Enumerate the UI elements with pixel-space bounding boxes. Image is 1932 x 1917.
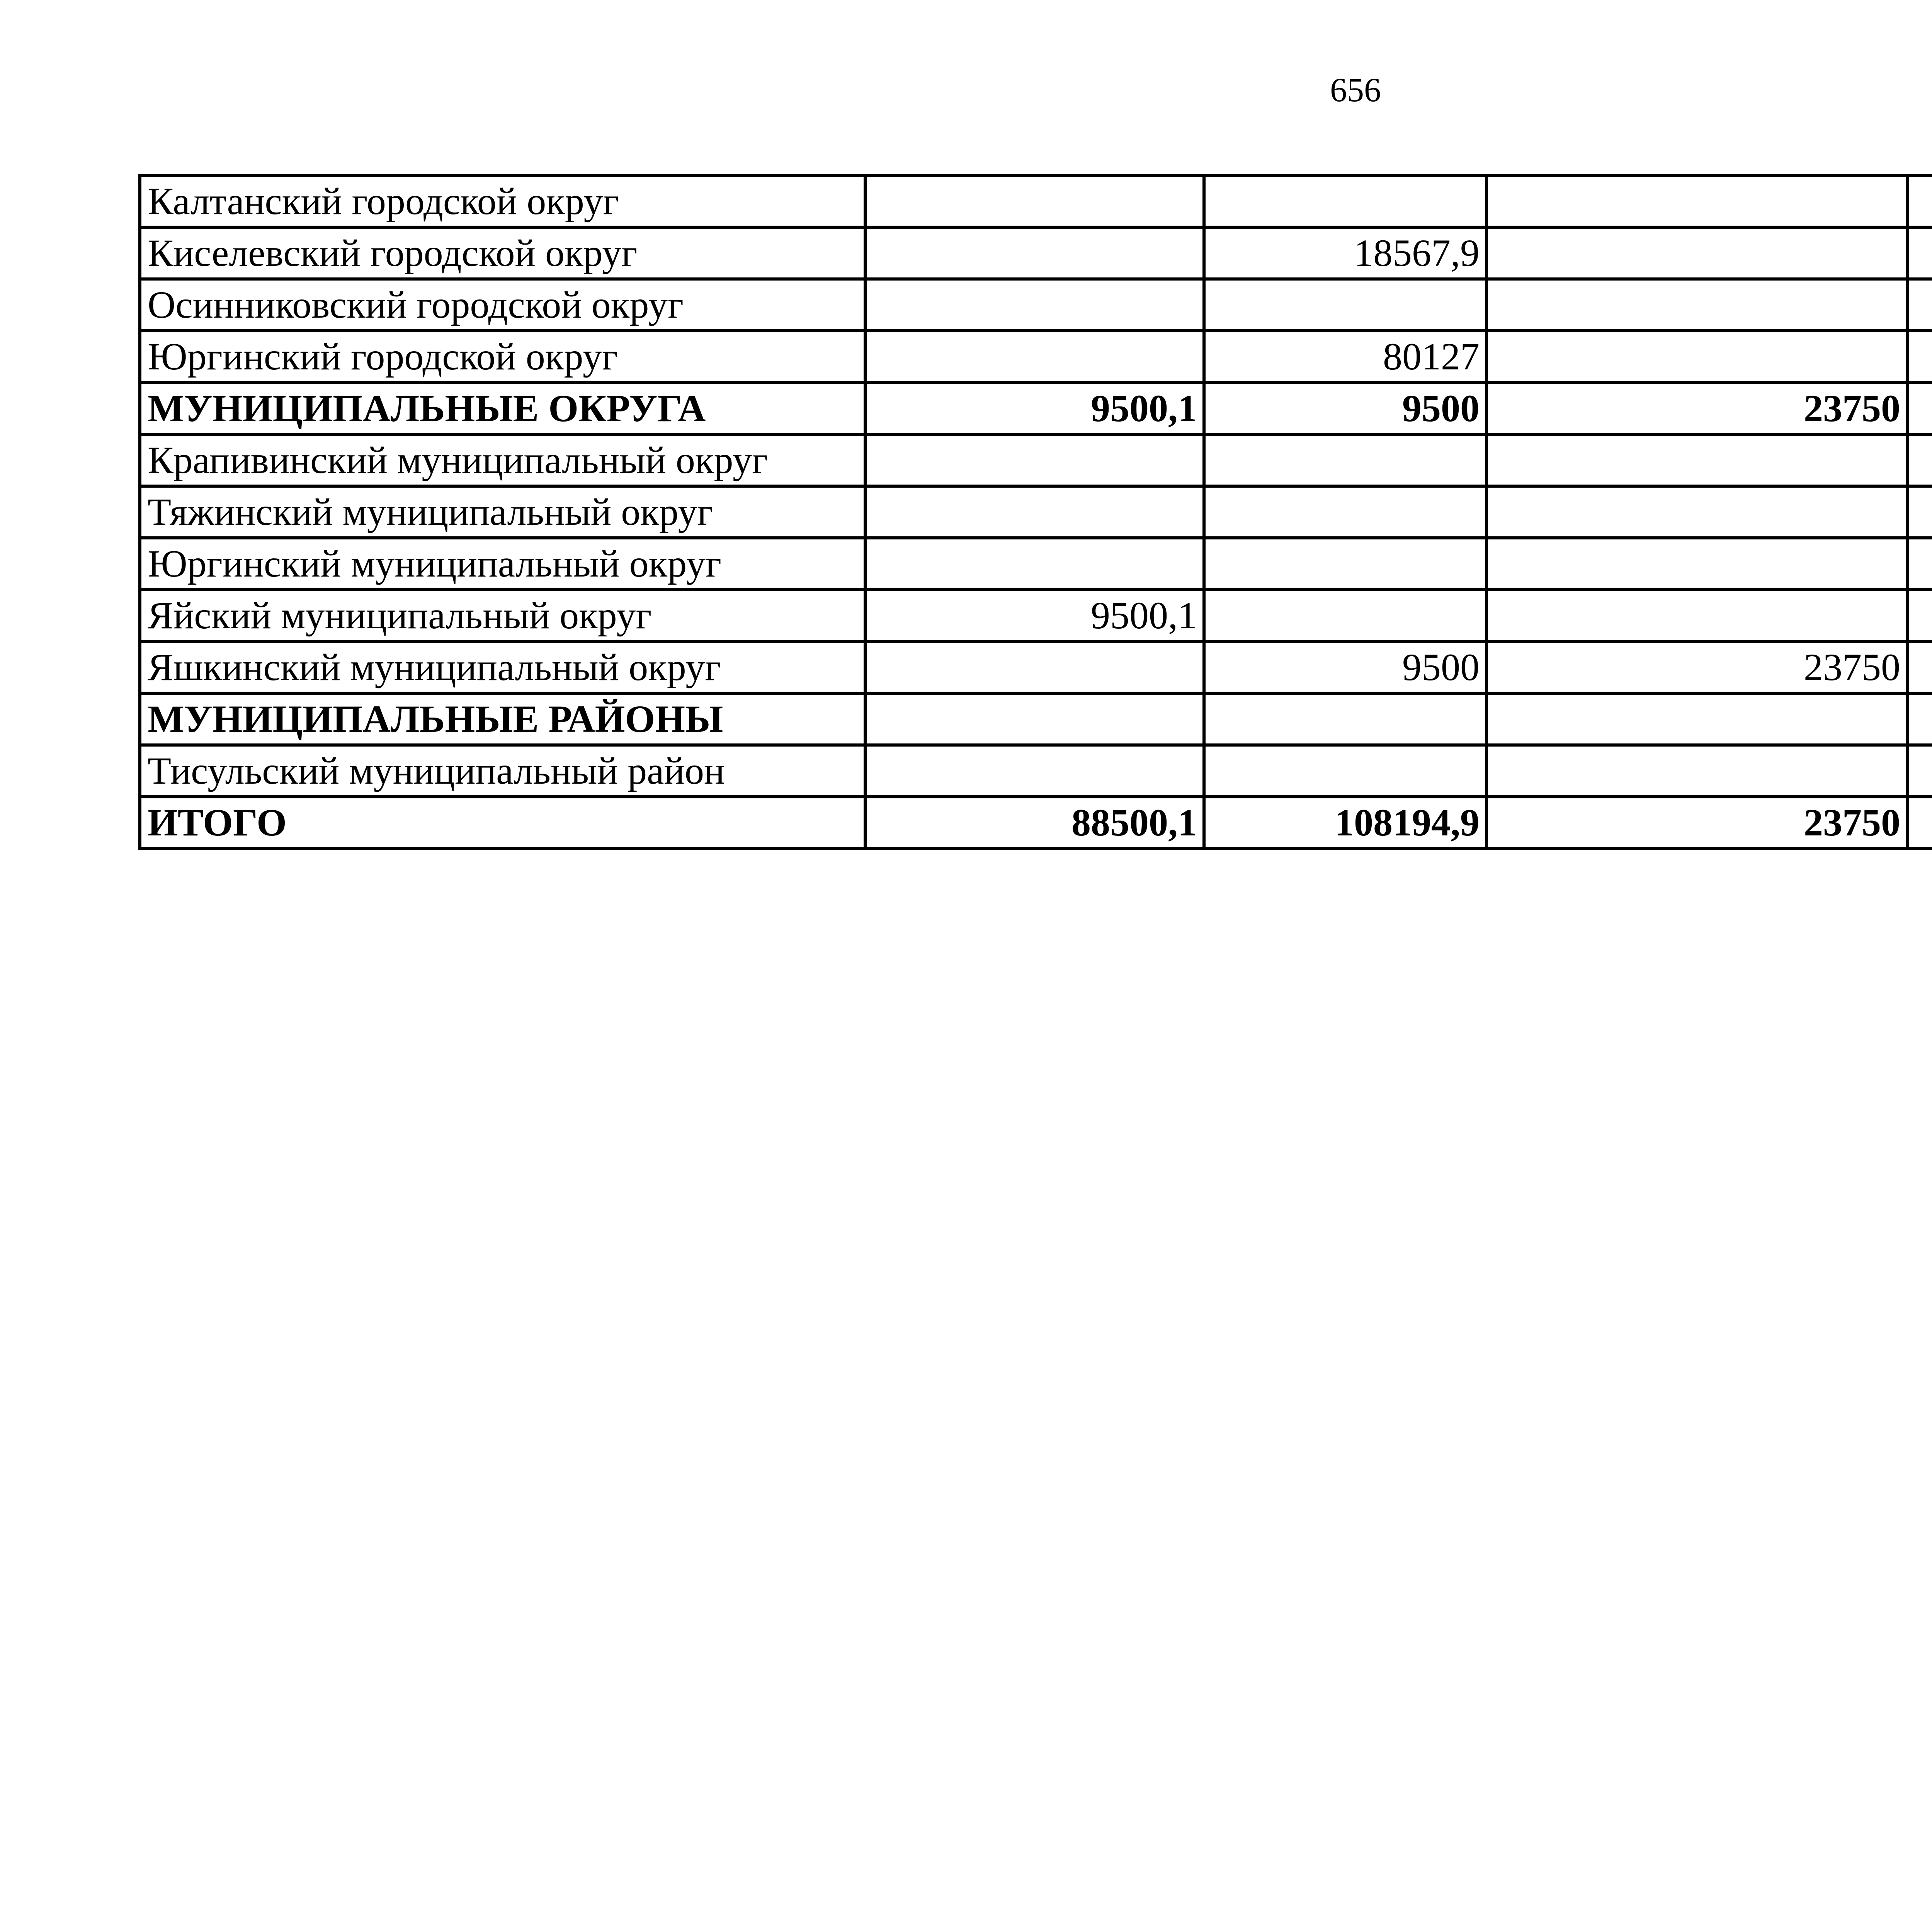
- row-label: Калтанский городской округ: [140, 175, 865, 227]
- value-cell: [1907, 175, 1932, 227]
- row-label: Тяжинский муниципальный округ: [140, 486, 865, 538]
- value-cell: [865, 279, 1204, 331]
- row-label: Осинниковский городской округ: [140, 279, 865, 331]
- row-label: МУНИЦИПАЛЬНЫЕ ОКРУГА: [140, 383, 865, 434]
- value-cell: [1907, 590, 1932, 641]
- value-cell: [865, 486, 1204, 538]
- table-row: [140, 227, 1932, 279]
- value-cell: 9500: [1204, 383, 1486, 434]
- value-cell: [865, 175, 1204, 227]
- value-cell: [1486, 486, 1907, 538]
- table-body: [140, 175, 1932, 849]
- value-cell: [1486, 590, 1907, 641]
- table-row: [140, 590, 1932, 641]
- value-cell: 23750: [1486, 641, 1907, 693]
- value-cell: 23750: [1486, 797, 1907, 849]
- row-label: Киселевский городской округ: [140, 227, 865, 279]
- row-label: Юргинский городской округ: [140, 331, 865, 383]
- table-row: [140, 745, 1932, 797]
- table-row-total: [140, 383, 1932, 434]
- value-cell: [1204, 434, 1486, 486]
- value-cell: [1486, 745, 1907, 797]
- row-label: Юргинский муниципальный округ: [140, 538, 865, 590]
- row-label: МУНИЦИПАЛЬНЫЕ РАЙОНЫ: [140, 693, 865, 745]
- value-cell: [1907, 383, 1932, 434]
- value-cell: 108194,9: [1204, 797, 1486, 849]
- value-cell: [1204, 279, 1486, 331]
- value-cell: [1204, 745, 1486, 797]
- value-cell: [1204, 590, 1486, 641]
- value-cell: [1486, 538, 1907, 590]
- table-row-total: [140, 797, 1932, 849]
- row-label: Яйский муниципальный округ: [140, 590, 865, 641]
- value-cell: [1907, 331, 1932, 383]
- value-cell: [865, 745, 1204, 797]
- value-cell: [1486, 227, 1907, 279]
- value-cell: [1486, 175, 1907, 227]
- row-label: Яшкинский муниципальный округ: [140, 641, 865, 693]
- value-cell: 18567,9: [1204, 227, 1486, 279]
- value-cell: [1486, 434, 1907, 486]
- value-cell: 88500,1: [865, 797, 1204, 849]
- value-cell: [865, 538, 1204, 590]
- value-cell: [1907, 745, 1932, 797]
- value-cell: [1907, 227, 1932, 279]
- table-row: [140, 175, 1932, 227]
- table-row: [140, 331, 1932, 383]
- row-label: ИТОГО: [140, 797, 865, 849]
- value-cell: [1907, 797, 1932, 849]
- value-cell: [1486, 331, 1907, 383]
- row-label: Тисульский муниципальный район: [140, 745, 865, 797]
- value-cell: [1204, 538, 1486, 590]
- table-row: [140, 538, 1932, 590]
- value-cell: [865, 641, 1204, 693]
- value-cell: [865, 693, 1204, 745]
- value-cell: [865, 227, 1204, 279]
- table-row: [140, 279, 1932, 331]
- table-row-total: [140, 693, 1932, 745]
- table-row: [140, 434, 1932, 486]
- value-cell: [1486, 279, 1907, 331]
- table-row: [140, 486, 1932, 538]
- value-cell: [865, 331, 1204, 383]
- value-cell: [1907, 279, 1932, 331]
- value-cell: [1907, 693, 1932, 745]
- value-cell: [865, 434, 1204, 486]
- value-cell: 9500: [1204, 641, 1486, 693]
- value-cell: [1204, 486, 1486, 538]
- value-cell: 9500,1: [865, 590, 1204, 641]
- value-cell: 9500,1: [865, 383, 1204, 434]
- value-cell: [1486, 693, 1907, 745]
- table-row: [140, 641, 1932, 693]
- value-cell: 80127: [1204, 331, 1486, 383]
- page-number: 656: [1330, 71, 1381, 109]
- value-cell: [1204, 175, 1486, 227]
- value-cell: [1907, 641, 1932, 693]
- value-cell: [1907, 486, 1932, 538]
- row-label: Крапивинский муниципальный округ: [140, 434, 865, 486]
- value-cell: [1907, 538, 1932, 590]
- budget-table: [138, 174, 1932, 850]
- value-cell: [1204, 693, 1486, 745]
- value-cell: 23750: [1486, 383, 1907, 434]
- value-cell: [1907, 434, 1932, 486]
